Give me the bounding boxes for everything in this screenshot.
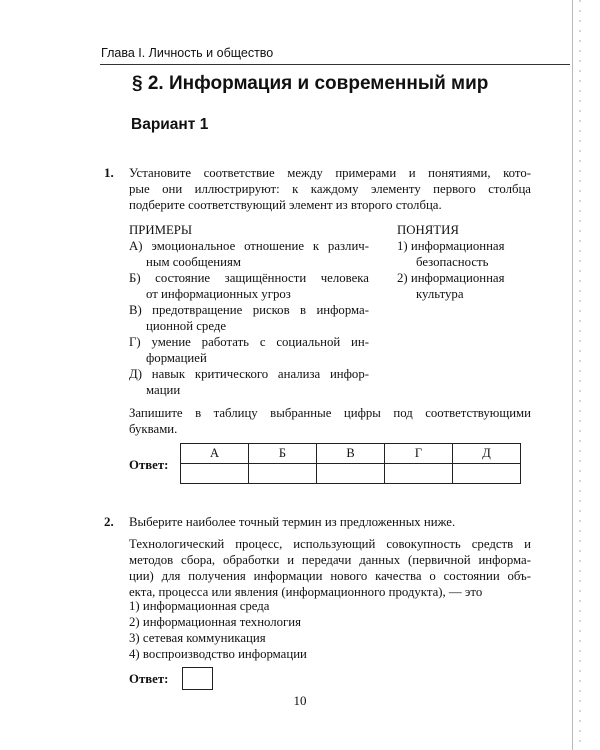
option-item: 3) сетевая коммуникация (129, 631, 266, 645)
task-2-prompt: Выберите наиболее точный термин из предложенных ниже. (129, 515, 456, 529)
task-1-instruction (129, 405, 531, 437)
example-item (129, 366, 369, 398)
example-line: Д) навык критического анализа инфор- (129, 367, 369, 381)
task-2-answer-box[interactable] (182, 667, 213, 690)
task-2-number: 2. (104, 514, 114, 529)
answer-cell-a[interactable] (181, 464, 249, 484)
task-1-intro-line: Установите соответствие между примерами и понятиями, кото- (129, 166, 531, 180)
example-item (129, 334, 369, 366)
answer-table (180, 443, 521, 484)
variant-title: Вариант 1 (131, 116, 209, 133)
concept-line: безопасность (416, 255, 489, 269)
answer-table-header: В (317, 444, 385, 464)
example-line: Б) состояние защищённости человека (129, 271, 369, 285)
page-edge-marks (579, 0, 581, 750)
concept-line: 1) информационная (397, 239, 505, 253)
answer-table-header: Б (249, 444, 317, 464)
example-line: ным сообщениям (146, 255, 241, 269)
section-title: § 2. Информация и современный мир (132, 73, 489, 94)
answer-table-header: Г (385, 444, 453, 464)
task-2-body-line: Технологический процесс, использующий совокупность средств и (129, 537, 531, 551)
option-item: 1) информационная среда (129, 599, 270, 613)
instruction-line: Запишите в таблицу выбранные цифры под соответствующими (129, 406, 531, 420)
task-2-body-line: ции) для получения информации нового качества о состоянии объ- (129, 569, 531, 583)
option-item: 2) информационная технология (129, 615, 302, 629)
concepts-header: ПОНЯТИЯ (397, 223, 459, 237)
examples-list (129, 238, 369, 398)
task-1-intro (129, 165, 531, 213)
answer-table-header: Д (453, 444, 521, 464)
task-1-answer-label: Ответ: (129, 458, 169, 472)
example-line: мации (146, 383, 181, 397)
example-line: от информационных угроз (146, 287, 291, 301)
header-divider (100, 64, 570, 65)
concept-line: 2) информационная (397, 271, 505, 285)
example-item (129, 302, 369, 334)
concept-line: культура (416, 287, 464, 301)
example-line: А) эмоциональное отношение к различ- (129, 239, 369, 253)
examples-header: ПРИМЕРЫ (129, 223, 193, 237)
example-line: Г) умение работать с социальной ин- (129, 335, 369, 349)
task-2-options (129, 598, 307, 662)
task-1-number: 1. (104, 165, 114, 180)
example-line: ционной среде (146, 319, 227, 333)
answer-cell-d[interactable] (453, 464, 521, 484)
concepts-list (397, 238, 537, 302)
instruction-line: буквами. (129, 422, 178, 436)
task-1-intro-line: рые они иллюстрируют: к каждому элементу первого столбца (129, 182, 531, 196)
option-item: 4) воспроизводство информации (129, 647, 307, 661)
answer-cell-b[interactable] (249, 464, 317, 484)
answer-cell-v[interactable] (317, 464, 385, 484)
example-line: В) предотвращение рисков в информа- (129, 303, 369, 317)
concept-item (397, 270, 537, 302)
task-2-body (129, 536, 531, 600)
answer-table-header-row (181, 444, 521, 464)
example-line: формацией (146, 351, 207, 365)
page-number: 10 (293, 693, 307, 708)
task-1-intro-line: подберите соответствующий элемент из второго столбца. (129, 198, 442, 212)
task-2-body-line: екта, процесса или явления (информационного продукта), — это (129, 585, 483, 599)
task-2-body-line: методов сбора, обработки и передачи данных (первичной информа- (129, 553, 531, 567)
example-item (129, 270, 369, 302)
concept-item (397, 238, 537, 270)
answer-table-header: А (181, 444, 249, 464)
answer-cell-g[interactable] (385, 464, 453, 484)
answer-table-input-row (181, 464, 521, 484)
task-2-answer-label: Ответ: (129, 672, 169, 686)
example-item (129, 238, 369, 270)
chapter-header: Глава I. Личность и общество (101, 46, 274, 60)
page-edge-rule (572, 0, 573, 750)
